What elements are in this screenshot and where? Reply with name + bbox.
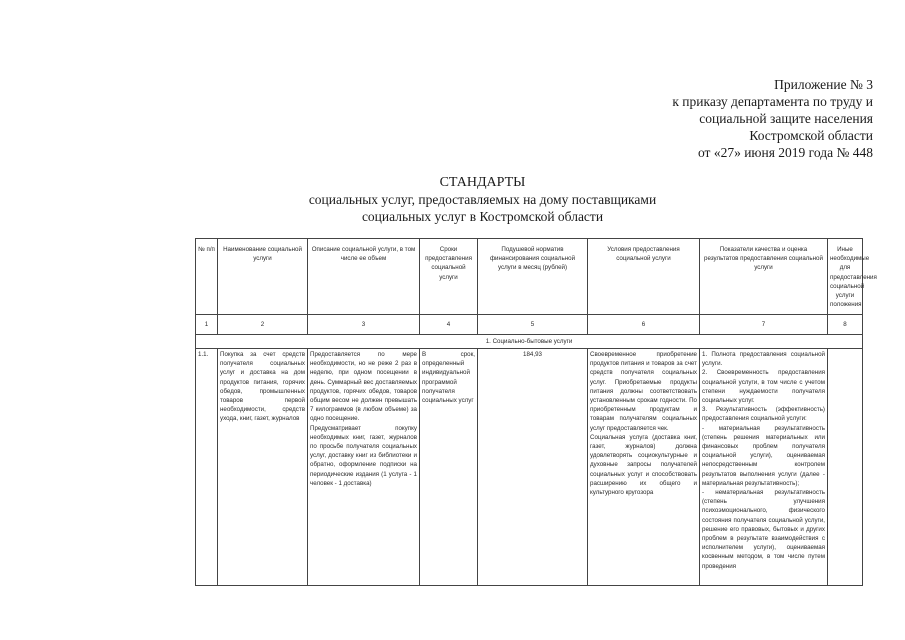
table-header-row [196, 239, 863, 315]
column-number: 4 [420, 315, 478, 335]
row-quality-item: 3. Результативность (эффективность) предоставления социальной услуги: [702, 406, 825, 423]
column-number-row [196, 315, 863, 335]
row-quality-item: - материальная результативность (степень решения материальных или финансовых проблем получателя социальной услуги), оцениваемая непосредственным контролем результатов выполнения услуги (далее - материальная результативность); [702, 424, 825, 487]
document-title-block [0, 174, 905, 225]
row-description-part-2: Предусматривает покупку необходимых книг, газет, журналов по просьбе получателя социальных услуг, доставку книг из библиотеки и обратно, оформление подписки на периодические издания (1 услуга - 1 человек - 1 доставка) [310, 424, 417, 487]
column-number: 3 [308, 315, 420, 335]
row-number: 1.1. [196, 349, 218, 586]
column-number: 8 [828, 315, 863, 335]
column-number: 6 [588, 315, 700, 335]
row-terms: В срок, определенный индивидуальной программой получателя социальных услуг [420, 349, 478, 586]
column-number: 7 [700, 315, 828, 335]
row-quality-item: 1. Полнота предоставления социальной услуги. [702, 351, 825, 368]
row-conditions [588, 349, 700, 586]
row-quality-indicators [700, 349, 828, 586]
row-quality-item: 2. Своевременность предоставления социальной услуги, в том числе с учетом степени нуждаемости получателя социальных услуг. [702, 369, 825, 405]
header-funding-norm: Подушевой норматив финансирования социальной услуги в месяц (рублей) [478, 239, 588, 315]
row-conditions-part-1: Своевременное приобретение продуктов питания и товаров за счет средств получателя социальных услуг. Приобретаемые продукты питания должны соответствовать установленным срокам годности. По приобретенным продуктам и товарам получателям социальных услуг предоставляется чек. [590, 351, 697, 432]
appendix-title: Приложение № 3 [774, 77, 873, 92]
row-description-part-1: Предоставляется по мере необходимости, но не реже 2 раз в неделю, при одном посещении в день. Суммарный вес доставляемых продуктов, горячих обедов, товаров общим весом не должен превышать 7 килограммов (в любом объеме) за одно посещение. [310, 351, 417, 423]
header-other-provisions: Иные необходимые для предоставления социальной услуги положения [828, 239, 863, 315]
appendix-department-line: социальной защите населения [699, 111, 873, 126]
header-terms: Сроки предоставления социальной услуги [420, 239, 478, 315]
column-number: 2 [218, 315, 308, 335]
document-title: СТАНДАРТЫ [439, 175, 526, 190]
appendix-region-line: Костромской области [749, 128, 873, 143]
header-description: Описание социальной услуги, в том числе ее объем [308, 239, 420, 315]
document-subtitle-line-2: социальных услуг в Костромской области [361, 209, 604, 224]
row-service-name: Покупка за счет средств получателя социальных услуг и доставка на дом продуктов питания, горячих обедов, промышленных товаров первой необходимости, средств ухода, книг, газет, журналов [218, 349, 308, 586]
column-number: 1 [196, 315, 218, 335]
appendix-date-line: от «27» июня 2019 года № 448 [697, 145, 873, 160]
appendix-order-line: к приказу департамента по труду и [672, 94, 873, 109]
document-subtitle-line-1: социальных услуг, предоставляемых на дому поставщиками [308, 192, 657, 207]
appendix-block [672, 76, 873, 161]
table-row [196, 349, 863, 586]
header-conditions: Условия предоставления социальной услуги [588, 239, 700, 315]
column-number: 5 [478, 315, 588, 335]
section-title: 1. Социально-бытовые услуги [196, 335, 863, 349]
row-description [308, 349, 420, 586]
row-quality-item: - нематериальная результативность (степень улучшения психоэмоционального, физического состояния получателя социальной услуги, решение его правовых, бытовых и других проблем в результате взаимодействия с исполнителем услуги), оцениваемая косвенным методом, в том числе путем проведения [702, 489, 825, 570]
row-other-provisions [828, 349, 863, 586]
standards-table [195, 238, 877, 586]
header-quality-indicators: Показатели качества и оценка результатов предоставления социальной услуги [700, 239, 828, 315]
row-conditions-part-2: Социальная услуга (доставка книг, газет, журналов) должна удовлетворять социокультурные и духовные запросы получателей социальных услуг и способствовать расширению их общего и культурного кругозора [590, 433, 697, 497]
section-row [196, 335, 863, 349]
header-service-name: Наименование социальной услуги [218, 239, 308, 315]
row-cost: 184,93 [478, 349, 588, 586]
header-number: № п/п [196, 239, 218, 315]
